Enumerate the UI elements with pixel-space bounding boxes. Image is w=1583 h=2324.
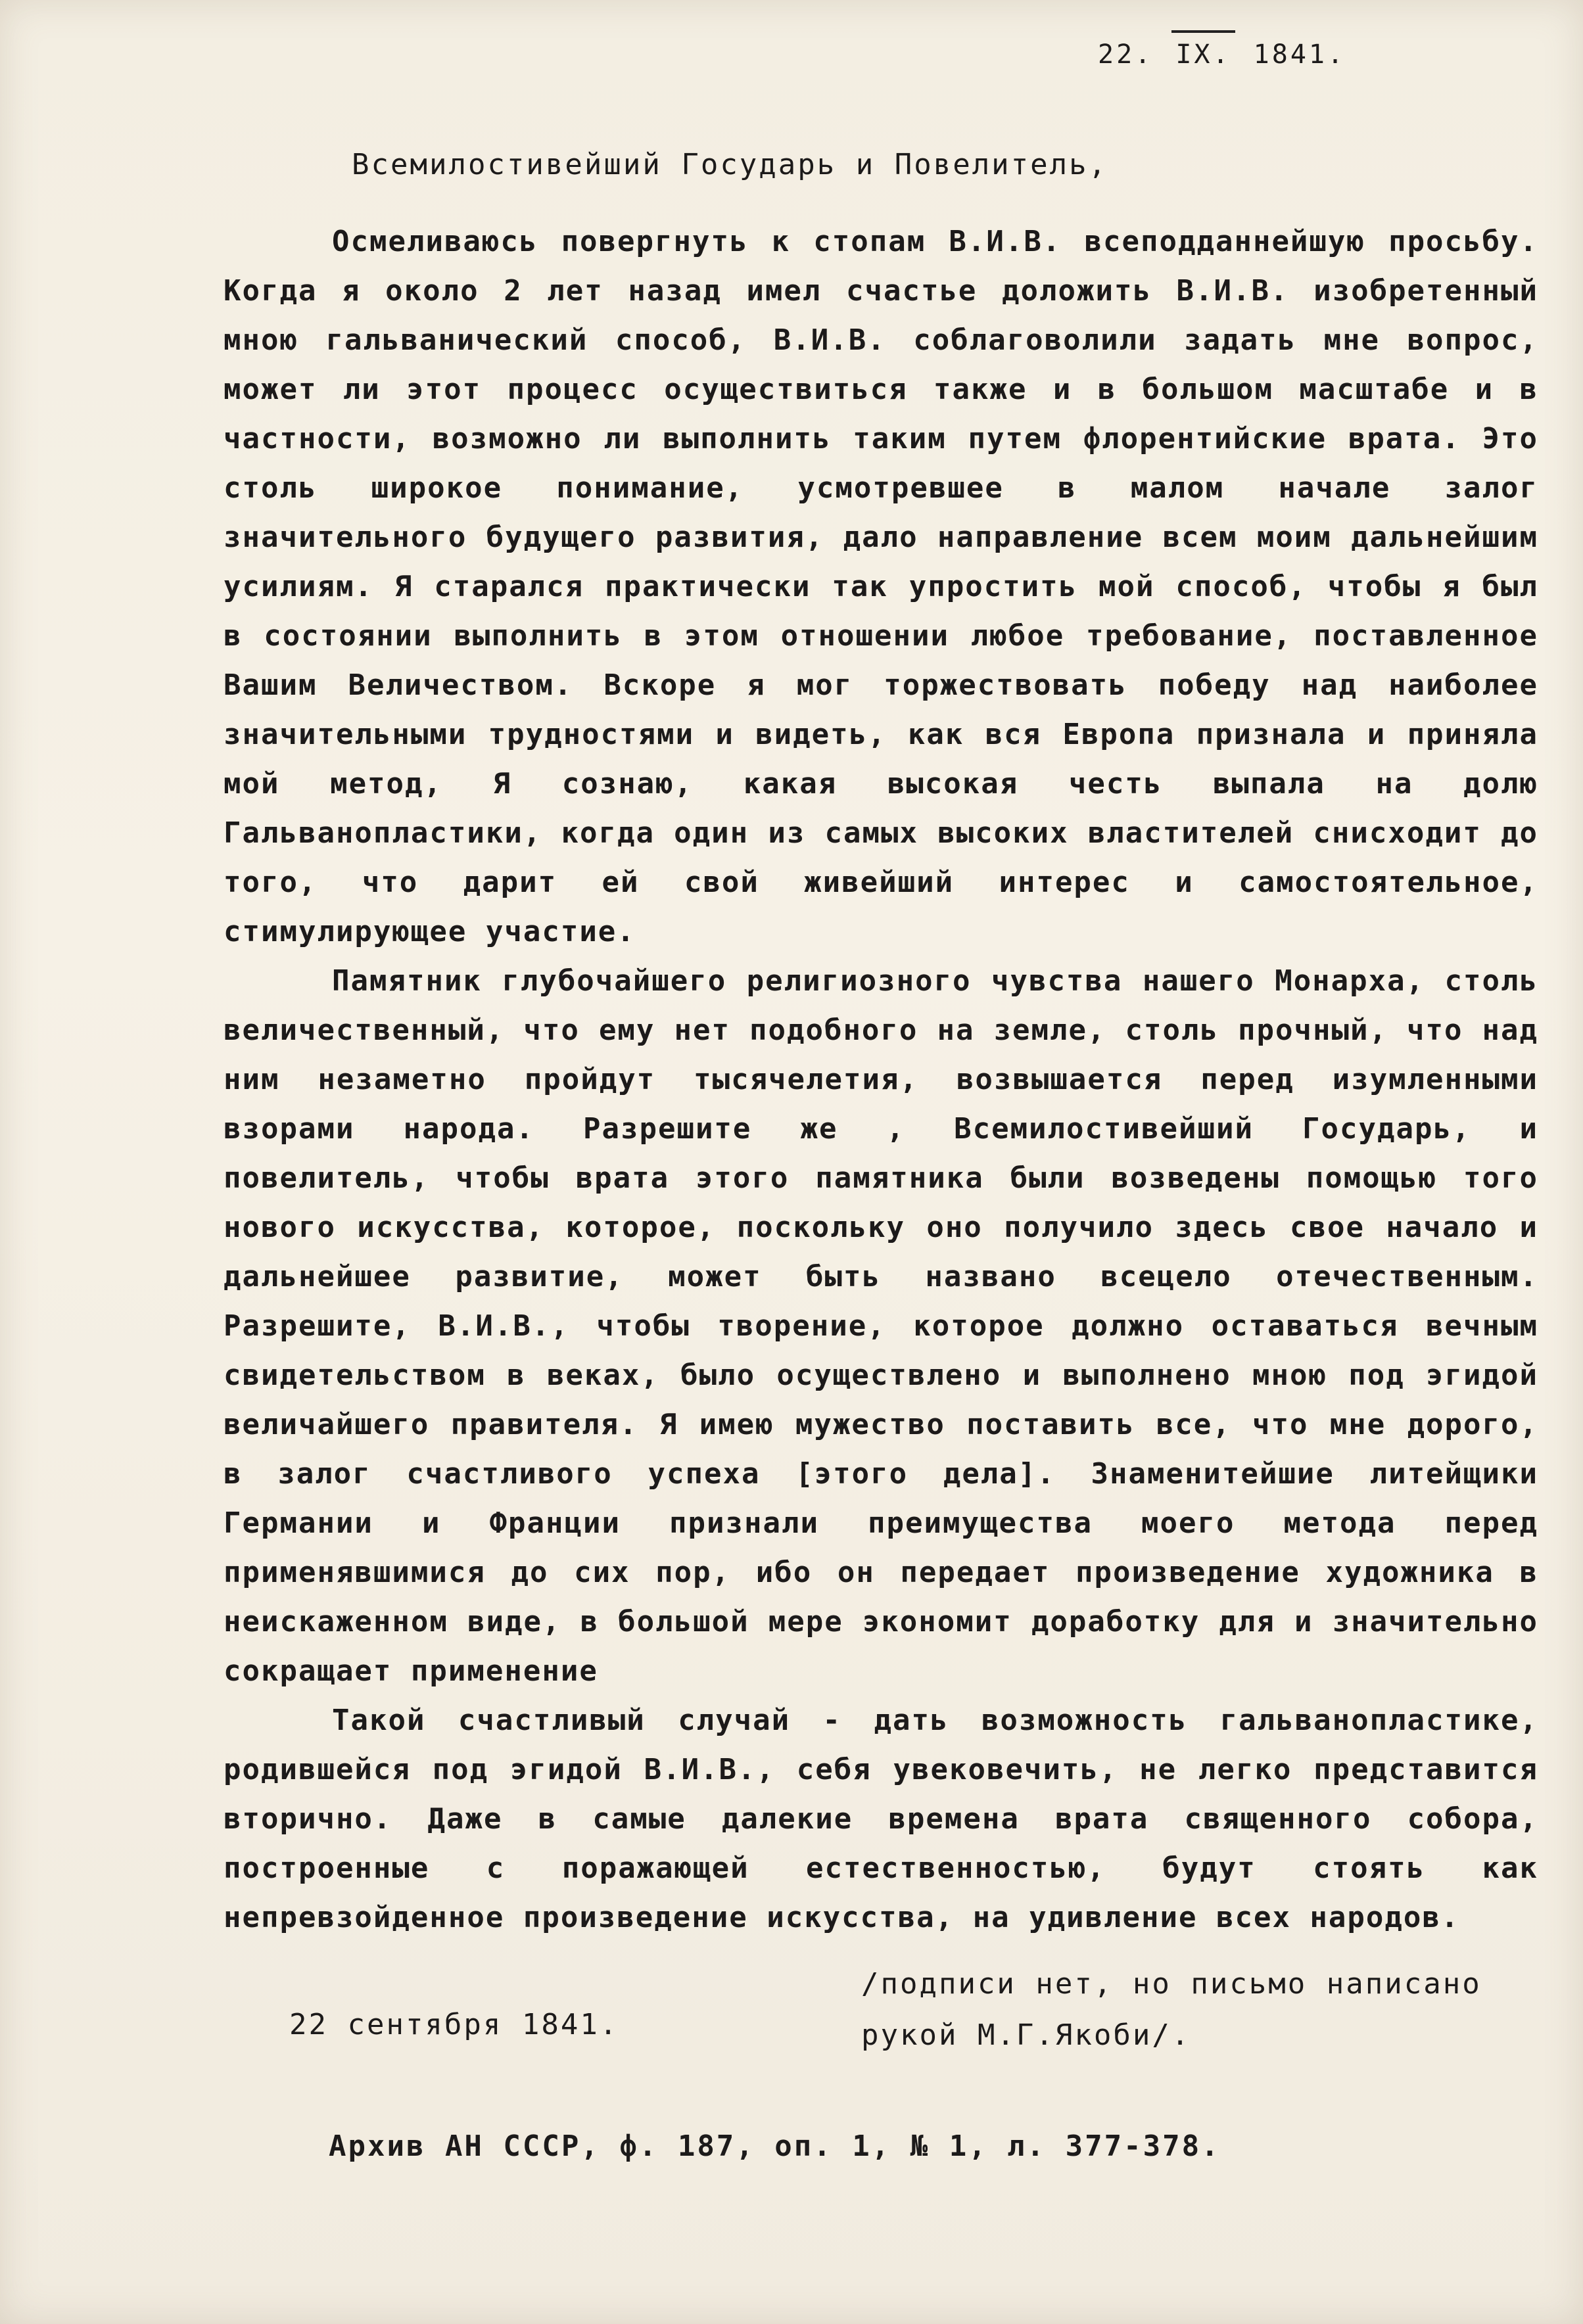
paragraph-3: Такой счастливый случай - дать возможность гальванопластике, родившейся под эгидой В.И.В., себя увековечить, не легко представится вторично. Даже в самые далекие времена врата священного собора, построенные с поражающей естественностью, будут стоять как непревзойденное произведение искусства, на удивление всех народов.	[224, 1704, 1538, 1934]
archive-reference: Архив АН СССР, ф. 187, оп. 1, № 1, л. 377-378.	[329, 2129, 1221, 2163]
signature-date: 22 сентября 1841.	[289, 2008, 619, 2041]
document-date-header	[1098, 39, 1346, 70]
date-roman-month: IX.	[1171, 39, 1235, 70]
paragraph-2: Памятник глубочайшего религиозного чувства нашего Монарха, столь величественный, что ему нет подобного на земле, столь прочный, что над ним незаметно пройдут тысячелетия, возвышается перед изумленными взорами народа. Разрешите же , Всемилостивейший Государь, и повелитель, чтобы врата этого памятника были возведены помощью того нового искусства, которое, поскольку оно получило здесь свое начало и дальнейшее развитие, может быть названо всецело отечественным. Разрешите, В.И.В., чтобы творение, которое должно оставаться вечным свидетельством в веках, было осуществлено и выполнено мною под эгидой величайшего правителя. Я имею мужество поставить все, что мне дорого, в залог счастливого успеха [этого дела]. Знаменитейшие литейщики Германии и Франции признали преимущества моего метода перед применявшимися до сих пор, ибо он передает произведение художника в неискаженном виде, в большой мере экономит доработку для и значительно сокращает применение	[224, 964, 1538, 1688]
date-prefix: 22.	[1098, 39, 1172, 70]
signature-note	[861, 1959, 1482, 2061]
signature-note-line-2: рукой М.Г.Якоби/.	[861, 2018, 1191, 2052]
paragraph-1: Осмеливаюсь повергнуть к стопам В.И.В. всеподданнейшую просьбу. Когда я около 2 лет назад имел счастье доложить В.И.В. изобретенный мною гальванический способ, В.И.В. соблаговолили задать мне вопрос, может ли этот процесс осуществиться также и в большом масштабе и в частности, возможно ли выполнить таким путем флорентийские врата. Это столь широкое понимание, усмотревшее в малом начале залог значительного будущего развития, дало направление всем моим дальнейшим усилиям. Я старался практически так упростить мой способ, чтобы я был в состоянии выполнить в этом отношении любое требование, поставленное Вашим Величеством. Вскоре я мог торжествовать победу над наиболее значительными трудностями и видеть, как вся Европа признала и приняла мой метод, Я сознаю, какая высокая честь выпала на долю Гальванопластики, когда один из самых высоких властителей снисходит до того, что дарит ей свой живейший интерес и самостоятельное, стимулирующее участие.	[224, 225, 1538, 948]
salutation: Всемилостивейший Государь и Повелитель,	[352, 148, 1108, 181]
date-suffix: 1841.	[1235, 39, 1346, 70]
signature-note-line-1: /подписи нет, но письмо написано	[861, 1967, 1482, 2001]
letter-body	[224, 217, 1538, 1942]
